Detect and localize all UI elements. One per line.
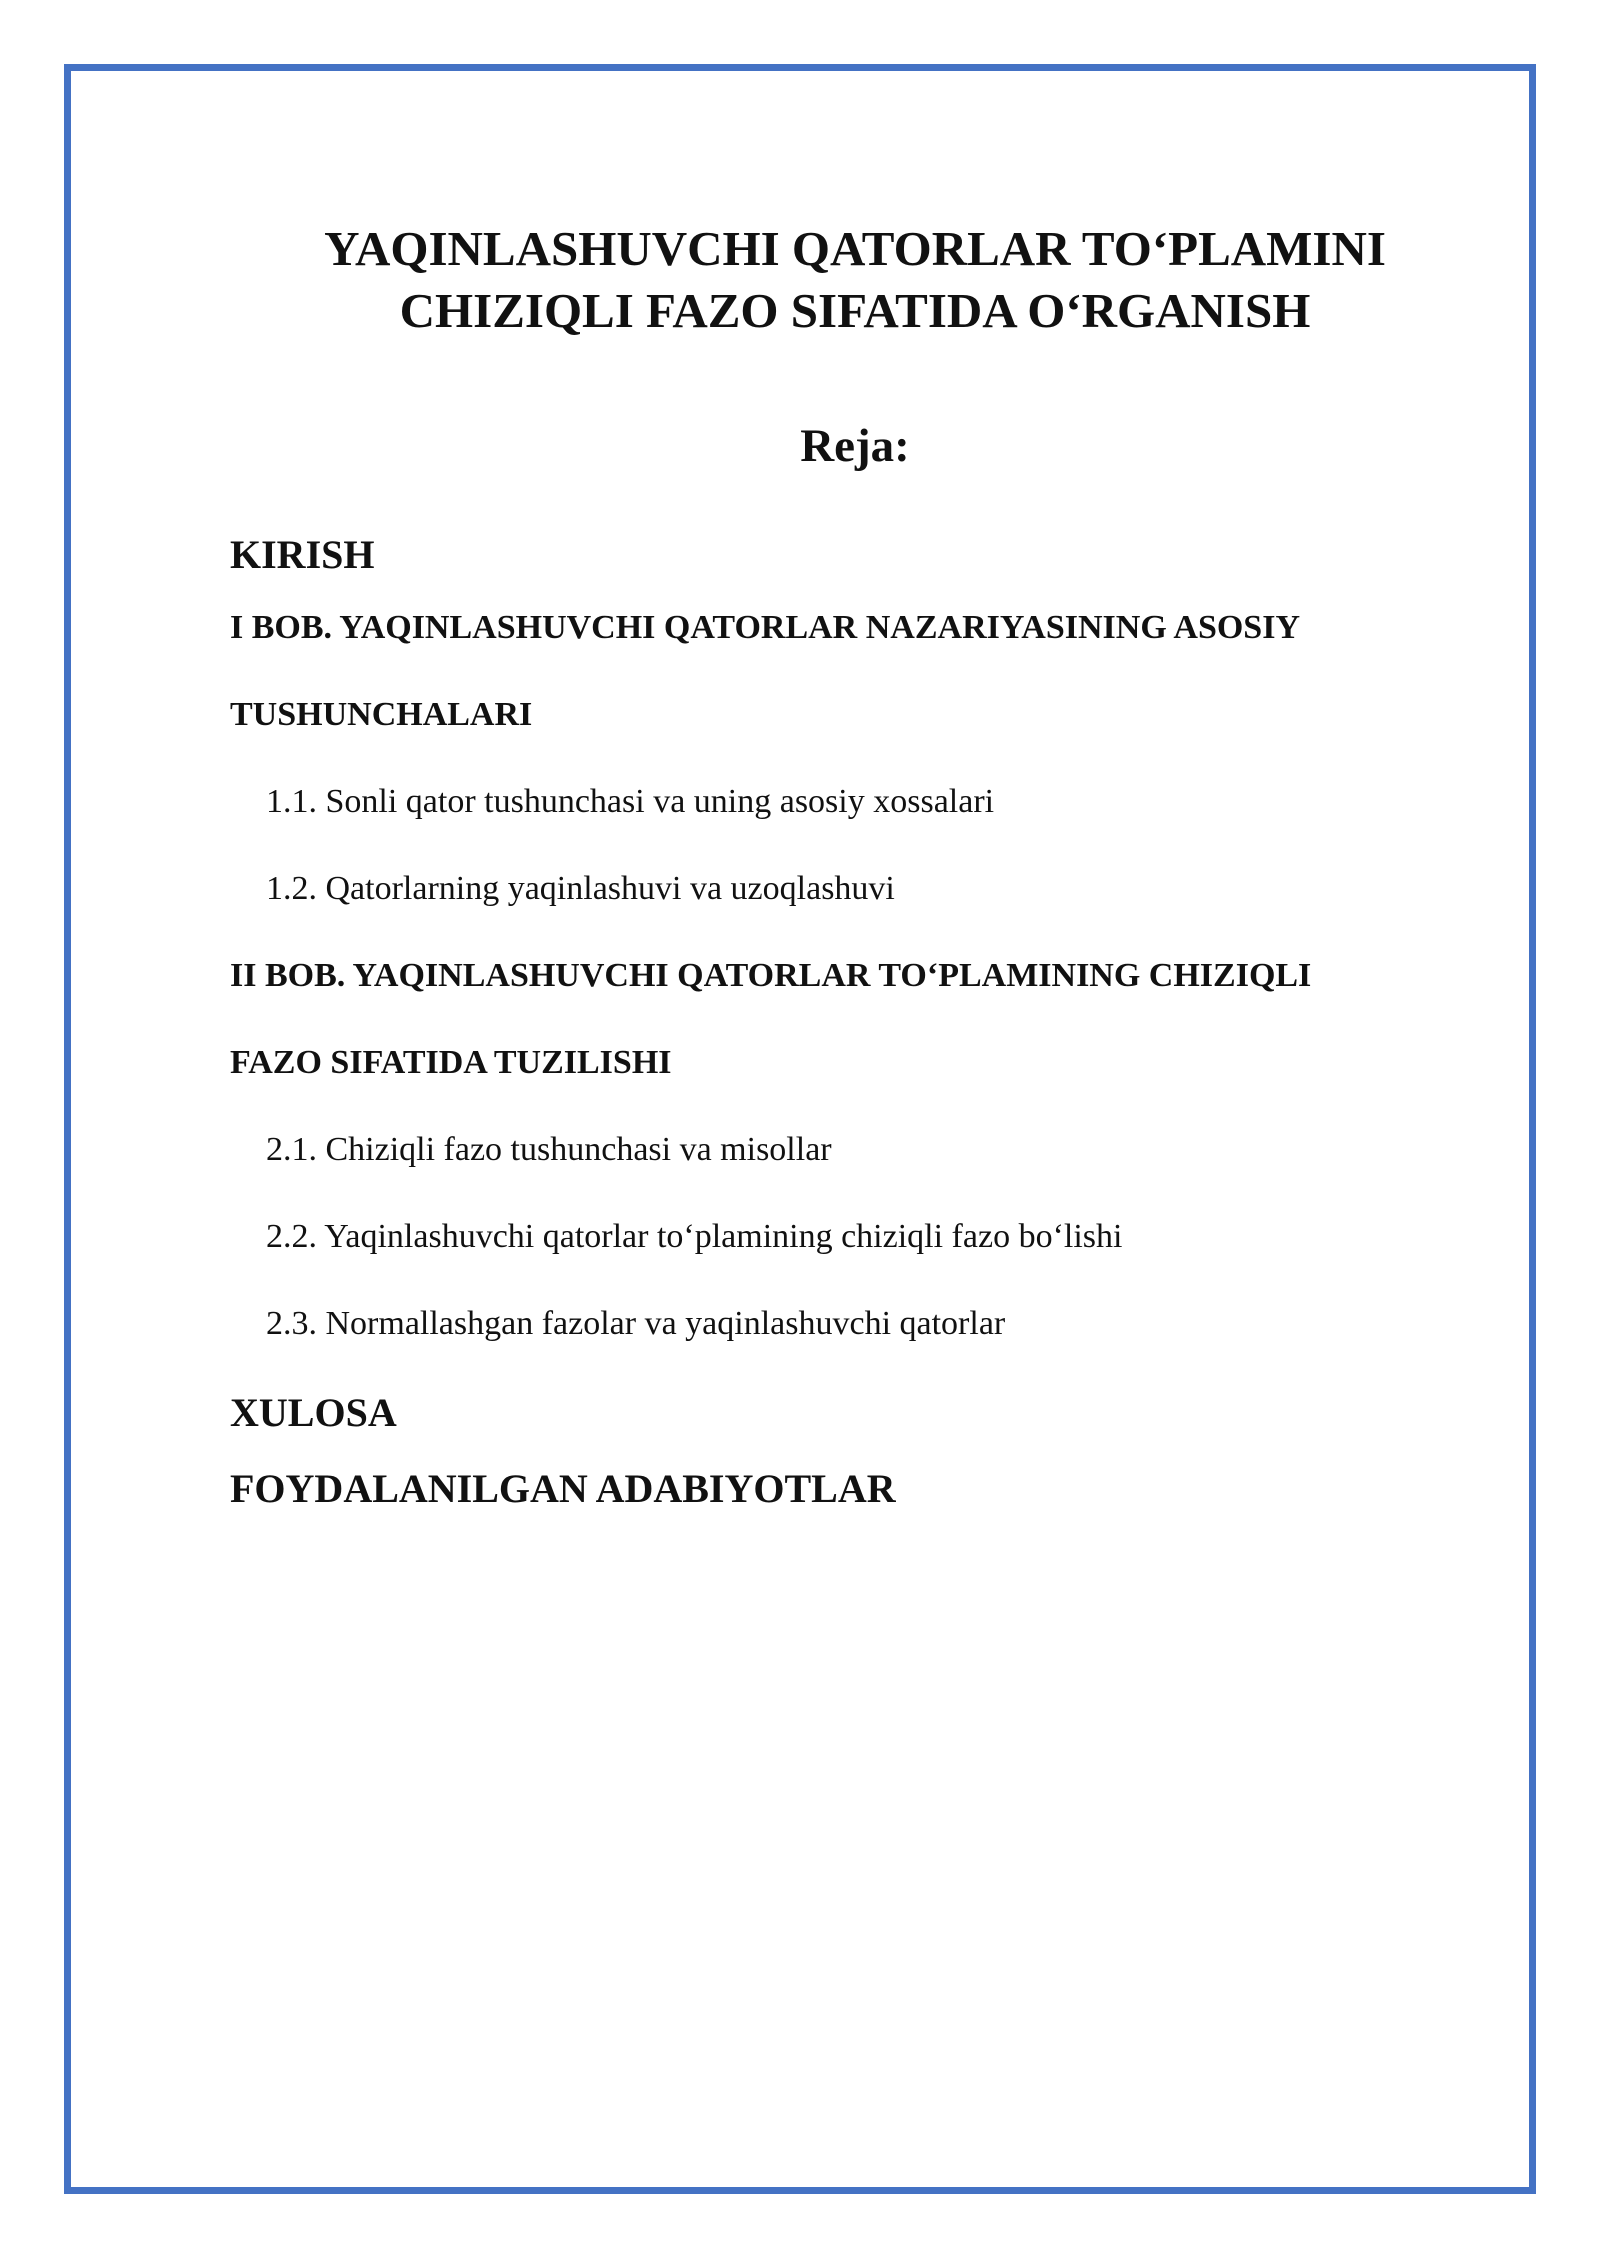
toc-section-2-3: 2.3. Normallashgan fazolar va yaqinlashuvchi qatorlar: [266, 1305, 1006, 1342]
document-title: [0, 218, 1600, 342]
toc-chapter-2-line-1: II BOB. YAQINLASHUVCHI QATORLAR TO‘PLAMINING CHIZIQLI: [230, 957, 1312, 994]
toc-section-2-1: 2.1. Chiziqli fazo tushunchasi va misollar: [266, 1131, 832, 1168]
toc-conclusion: XULOSA: [230, 1390, 397, 1435]
toc-chapter-1-line-2: TUSHUNCHALARI: [230, 696, 533, 733]
toc-chapter-2-line-2: FAZO SIFATIDA TUZILISHI: [230, 1044, 672, 1081]
toc-section-1-1: 1.1. Sonli qator tushunchasi va uning asosiy xossalari: [266, 783, 995, 820]
document-title-line-1: YAQINLASHUVCHI QATORLAR TO‘PLAMINI: [324, 221, 1386, 276]
toc-section-1-2: 1.2. Qatorlarning yaqinlashuvi va uzoqlashuvi: [266, 870, 895, 907]
plan-heading: Reja:: [800, 420, 910, 472]
document-title-line-2: CHIZIQLI FAZO SIFATIDA O‘RGANISH: [399, 283, 1311, 338]
toc-chapter-1-line-1: I BOB. YAQINLASHUVCHI QATORLAR NAZARIYASINING ASOSIY: [230, 609, 1301, 646]
toc-section-2-2: 2.2. Yaqinlashuvchi qatorlar to‘plamining chiziqli fazo bo‘lishi: [266, 1218, 1123, 1255]
toc-references: FOYDALANILGAN ADABIYOTLAR: [230, 1466, 896, 1511]
toc-introduction: KIRISH: [230, 532, 375, 577]
